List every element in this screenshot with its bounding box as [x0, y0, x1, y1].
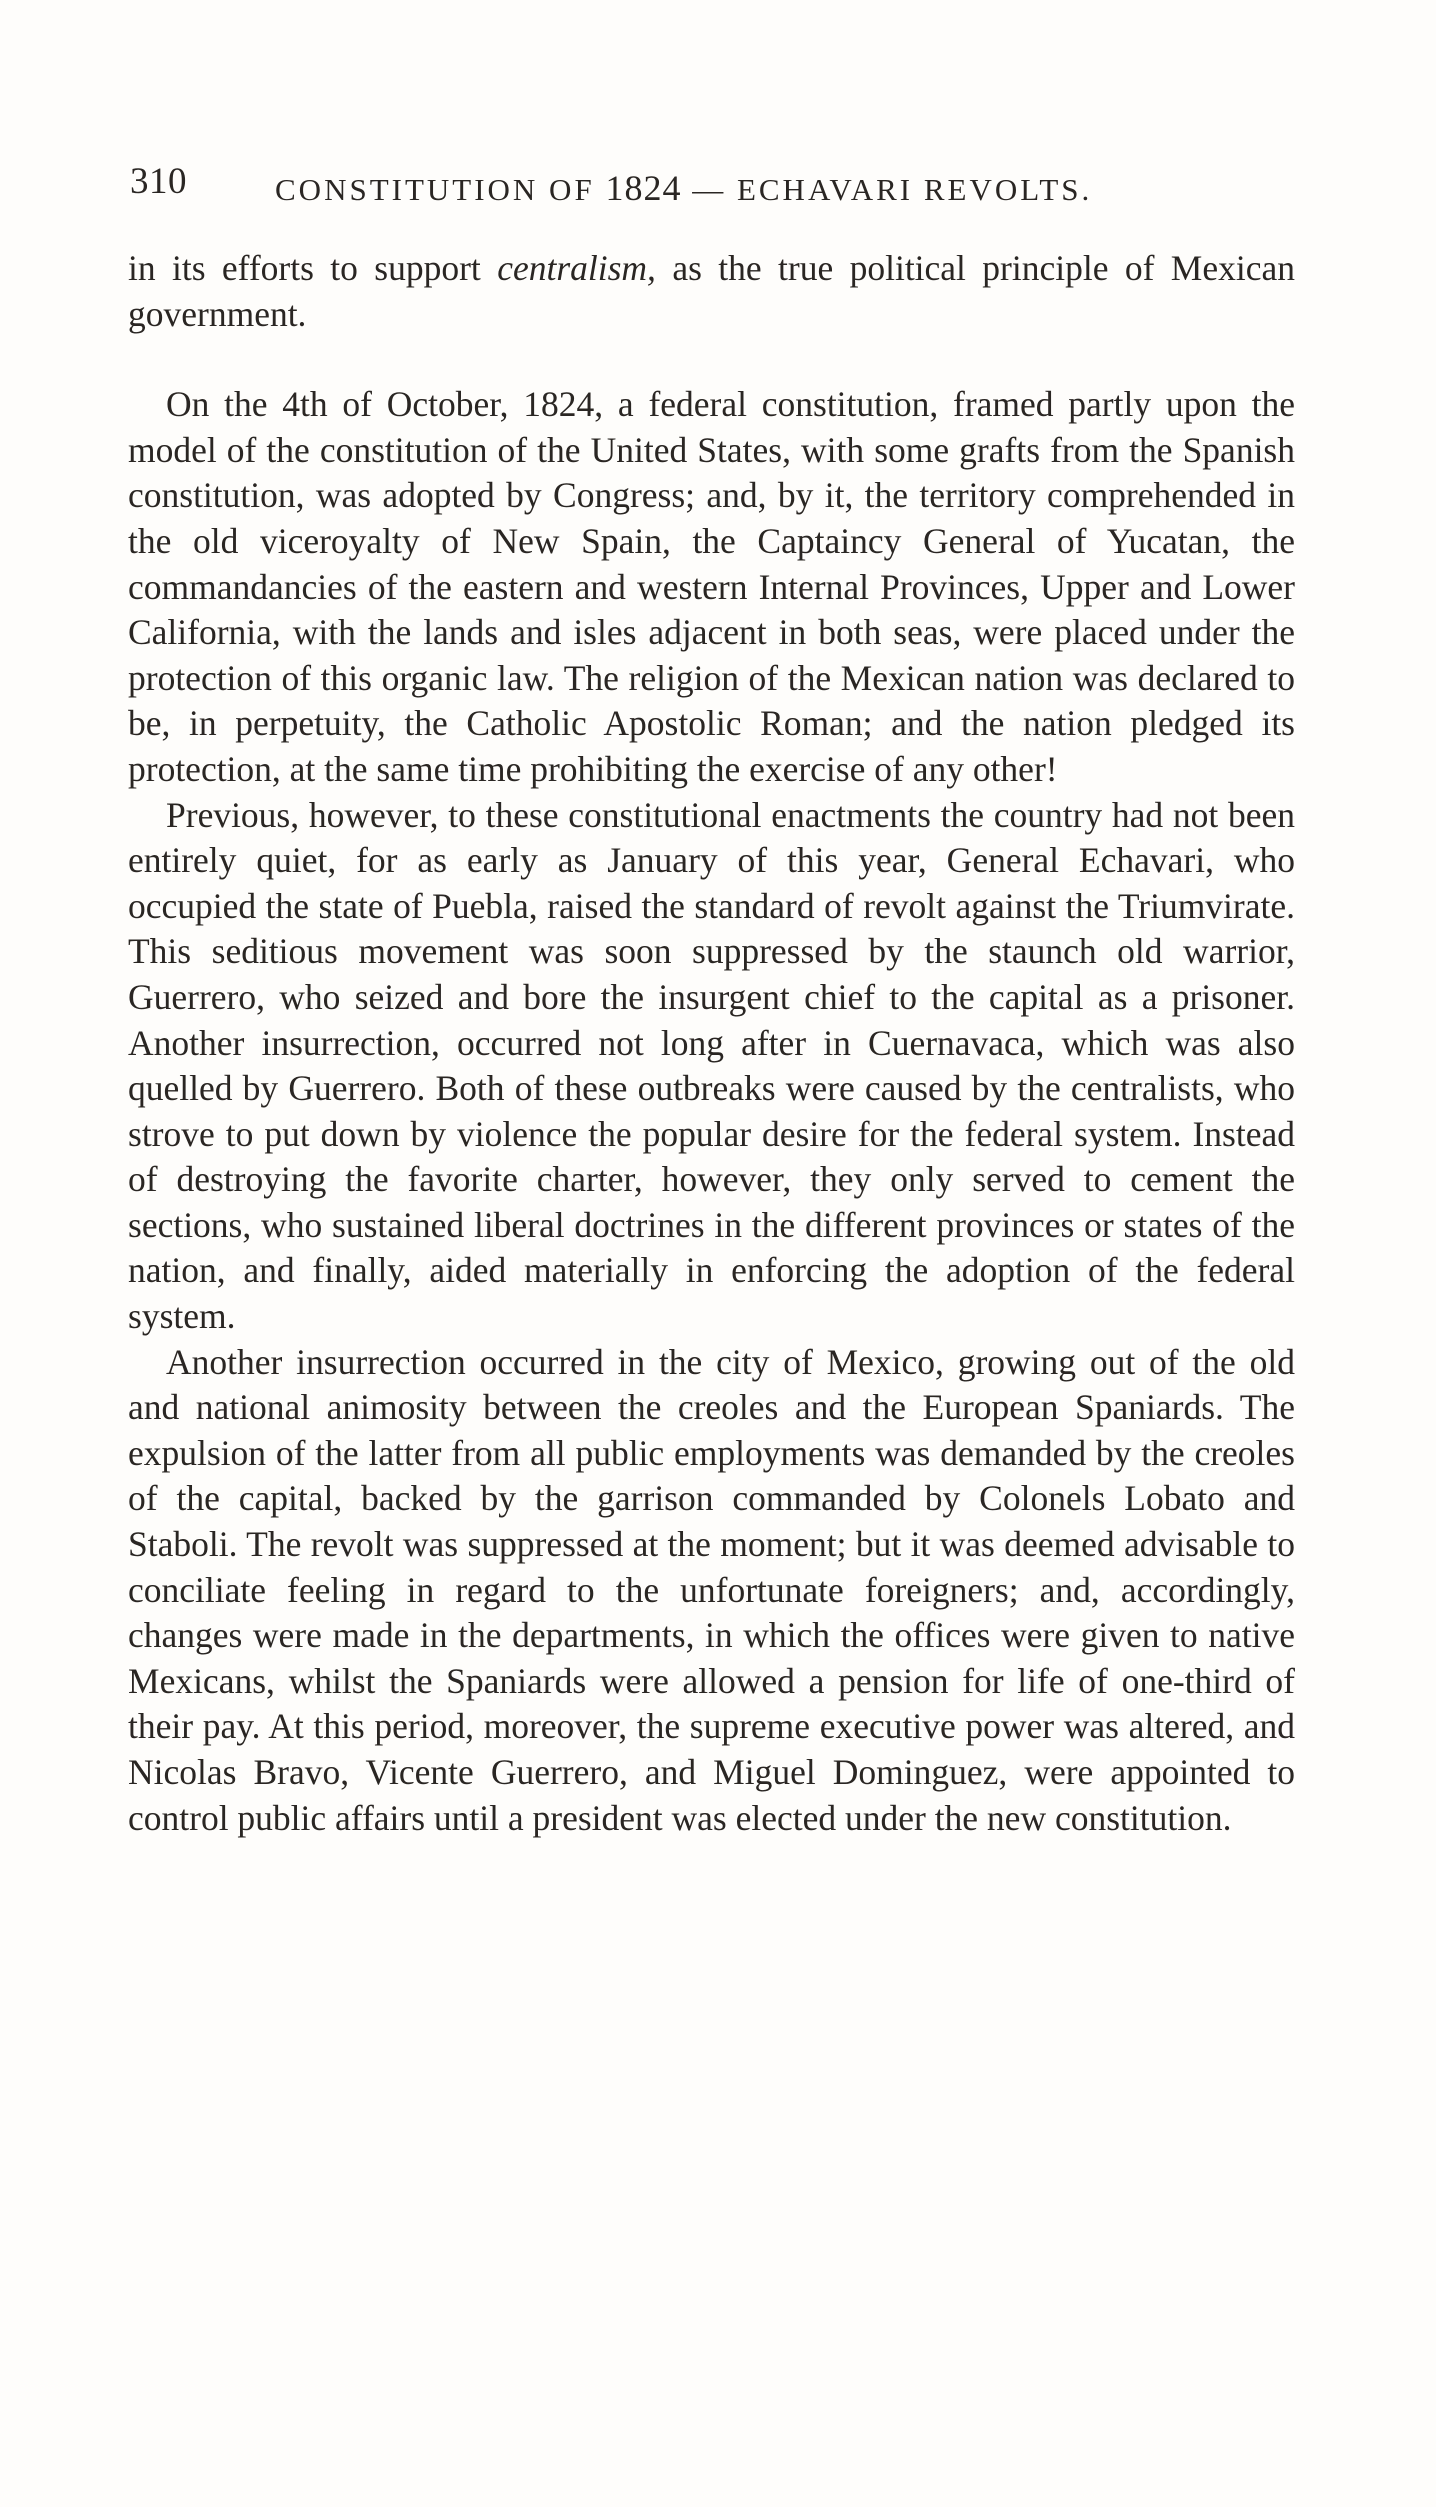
- running-title-suffix: — ECHAVARI REVOLTS.: [681, 172, 1093, 207]
- emphasis-centralism: centralism,: [497, 248, 656, 288]
- paragraph-echavari-revolt: Previous, however, to these constitutional enactments the country had not been entirely quiet, for as early as January of this year, General Echavari, who occupied the state of Puebla, raised the standard of revolt against the Triumvirate. This seditious movement was soon suppressed by the staunch old warrior, Guerrero, who seized and bore the insurgent chief to the capital as a prisoner. Another insurrection, occurred not long after in Cuernavaca, which was also quelled by Guerrero. Both of these outbreaks were caused by the centralists, who strove to put down by violence the popular desire for the federal system. Instead of destroying the favorite charter, however, they only served to cement the sections, who sustained liberal doctrines in the different provinces or states of the nation, and finally, aided materially in enforcing the adoption of the federal system.: [128, 794, 1295, 1337]
- page-number: 310: [130, 161, 187, 202]
- running-title-prefix: CONSTITUTION OF: [275, 172, 606, 207]
- running-head: [130, 160, 1140, 220]
- body-text: [128, 246, 1295, 1841]
- paragraph-continuation: [128, 246, 1295, 337]
- running-title-year: 1824: [605, 168, 682, 208]
- running-title: [275, 167, 1092, 209]
- paragraph-continuation-start: in its efforts to support: [128, 248, 498, 288]
- paragraph-mexico-insurrection: Another insurrection occurred in the city of Mexico, growing out of the old and national animosity between the creoles and the European Spaniards. The expulsion of the latter from all public employments was demanded by the creoles of the capital, backed by the garrison commanded by Colonels Lobato and Staboli. The revolt was suppressed at the moment; but it was deemed advisable to conciliate feeling in regard to the unfortunate foreigners; and, accordingly, changes were made in the departments, in which the offices were given to native Mexicans, whilst the Spaniards were allowed a pension for life of one-third of their pay. At this period, moreover, the supreme executive power was altered, and Nicolas Bravo, Vicente Guerrero, and Miguel Dominguez, were appointed to control public affairs until a president was elected under the new constitution.: [128, 1341, 1295, 1838]
- paragraph-continuation-end: as the true political principle of Mexican government.: [128, 248, 1296, 334]
- paragraph-constitution: On the 4th of October, 1824, a federal constitution, framed partly upon the model of the constitution of the United States, with some grafts from the Spanish constitution, was adopted by Congress; and, by it, the territory comprehended in the old viceroyalty of New Spain, the Captaincy General of Yucatan, the commandancies of the eastern and western Internal Provinces, Upper and Lower California, with the lands and isles adjacent in both seas, were placed under the protection of this organic law. The religion of the Mexican nation was declared to be, in perpetuity, the Catholic Apostolic Roman; and the nation pledged its protection, at the same time prohibiting the exercise of any other!: [128, 384, 1295, 789]
